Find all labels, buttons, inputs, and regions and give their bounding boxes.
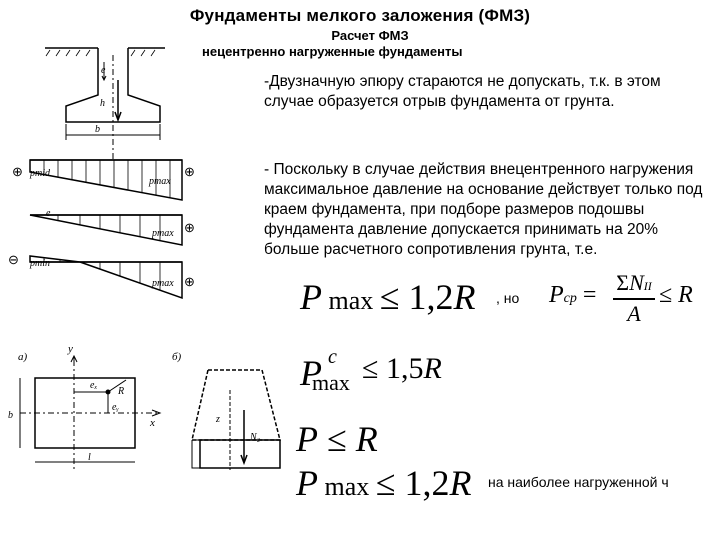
label-b-view: б) bbox=[172, 351, 182, 363]
page-subtitle: Расчет ФМЗ bbox=[331, 28, 409, 43]
paragraph-eccentric-loading: - Поскольку в случае действия внецентренного нагружения максимальное давление на основание действует только под краем фундамента, при подборе размеров подошвы фундамента давление допускается принимать на 20% больше расчетного сопротивления грунта, т.е. bbox=[264, 161, 703, 258]
formula-pcmax-rhs: ≤ 1,5R bbox=[362, 352, 442, 385]
text-but: , но bbox=[496, 290, 520, 306]
label-pmin: pmin bbox=[30, 258, 50, 269]
label-l-side: l bbox=[88, 452, 91, 463]
formula-pcmax: P bbox=[300, 353, 322, 393]
paragraph-no-two-sign-diagram: -Двузначную эпюру стараются не допускать, т.к. в этом случае образуется отрыв фундамента от грунта. bbox=[264, 73, 661, 110]
label-ey: eᵧ bbox=[112, 402, 119, 413]
formula-p-le-r: P ≤ R bbox=[296, 419, 378, 459]
formula-pcp-denominator: A bbox=[627, 301, 641, 326]
label-z: z bbox=[216, 414, 220, 425]
label-pmid: pmid bbox=[30, 168, 50, 179]
label-y-axis: y bbox=[68, 343, 73, 355]
label-ex: eₓ bbox=[90, 380, 98, 391]
plus-icon-1: ⊕ bbox=[12, 164, 23, 179]
label-a: a) bbox=[18, 351, 28, 363]
formula-pmax-12r: P max ≤ 1,2R bbox=[300, 277, 476, 317]
label-pmax-2: pmax bbox=[152, 228, 174, 239]
plus-icon-2: ⊕ bbox=[184, 164, 195, 179]
formula-pcp: Pср = bbox=[549, 282, 597, 308]
text-most-loaded: на наиболее нагруженной ч bbox=[488, 474, 669, 490]
label-e: e bbox=[101, 65, 106, 76]
label-r: R bbox=[118, 386, 125, 397]
formula-pcp-rhs: ≤ R bbox=[659, 282, 693, 308]
plus-icon-3: ⊕ bbox=[184, 220, 195, 235]
section-subtitle: нецентренно нагруженные фундаменты bbox=[202, 44, 463, 59]
label-e-2: e bbox=[46, 208, 51, 219]
formula-pcmax-sub: max bbox=[312, 370, 350, 395]
label-nz: N₂ bbox=[250, 432, 261, 443]
label-pmax-3: pmax bbox=[152, 278, 174, 289]
page-title: Фундаменты мелкого заложения (ФМЗ) bbox=[189, 6, 531, 25]
minus-icon: ⊖ bbox=[8, 252, 19, 267]
label-b-side: b bbox=[8, 410, 13, 421]
pressure-diagram-3 bbox=[30, 256, 182, 298]
formula-pmax-12r-2: P max ≤ 1,2R bbox=[296, 463, 472, 503]
label-b: b bbox=[95, 124, 100, 135]
plus-icon-4: ⊕ bbox=[184, 274, 195, 289]
prism-view-b bbox=[192, 370, 280, 470]
label-h: h bbox=[100, 98, 105, 109]
formula-pcmax-sup: c bbox=[328, 346, 337, 368]
label-x-axis: x bbox=[150, 417, 155, 429]
formula-pcp-numerator: ΣNII bbox=[616, 270, 652, 295]
label-pmax-1: pmax bbox=[149, 176, 171, 187]
